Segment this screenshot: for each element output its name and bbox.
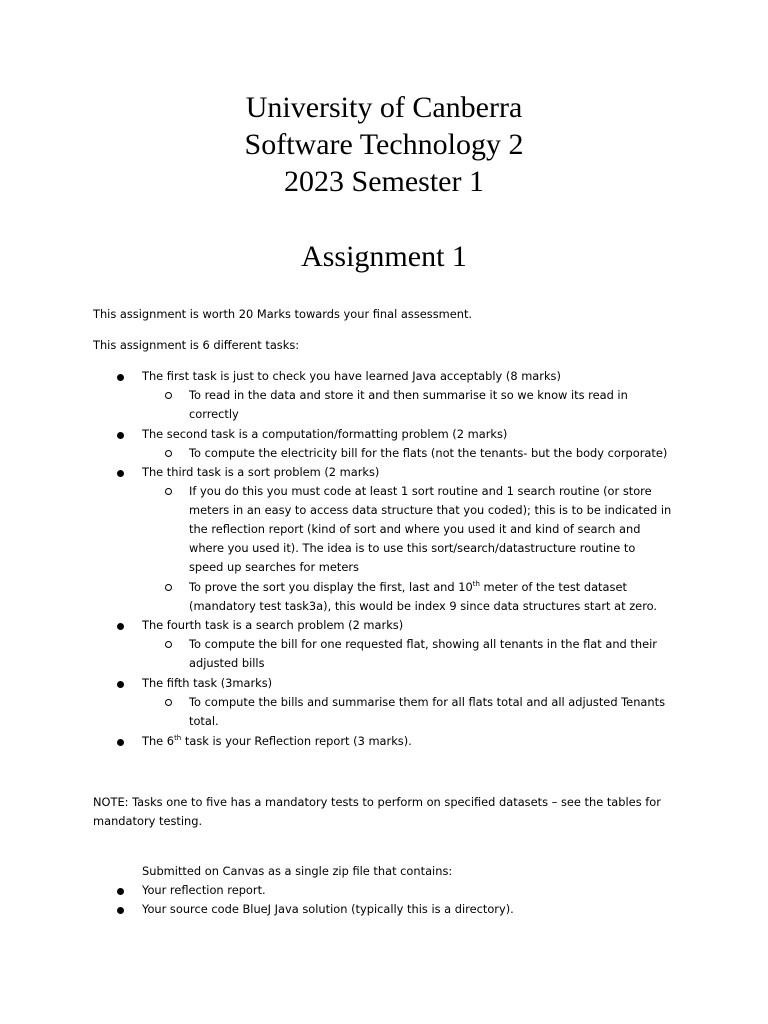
intro-tasks-count: This assignment is 6 different tasks: bbox=[93, 338, 300, 352]
task-3-sub1-line-3: the reflection report (kind of sort and where you used it and kind of search and bbox=[189, 522, 641, 536]
task-4-sub-line-2: adjusted bills bbox=[189, 656, 265, 670]
bullet-dot bbox=[117, 739, 124, 746]
bullet-dot bbox=[117, 907, 124, 914]
bullet-dot bbox=[117, 470, 124, 477]
sub-bullet-circle bbox=[165, 450, 172, 457]
task-3-sub1-line-2: meters in an easy to access data structure that you coded); this is to be indicated in bbox=[189, 503, 672, 517]
submission-heading: Submitted on Canvas as a single zip file that contains: bbox=[142, 864, 453, 878]
note-line-2: mandatory testing. bbox=[93, 814, 203, 828]
task-1-sub-line-1: To read in the data and store it and then summarise it so we know its read in bbox=[189, 388, 628, 402]
sub-bullet-circle bbox=[165, 488, 172, 495]
bullet-dot bbox=[117, 432, 124, 439]
task-5-sub-line-1: To compute the bills and summarise them for all flats total and all adjusted Tenants bbox=[189, 695, 666, 709]
sub-bullet-circle bbox=[165, 584, 172, 591]
task-1-sub-line-2: correctly bbox=[189, 407, 239, 421]
task-3-sub2-text-pre: To prove the sort you display the first, last and 10 bbox=[189, 580, 473, 594]
bullet-dot bbox=[117, 888, 124, 895]
task-1: The first task is just to check you have learned Java acceptably (8 marks) bbox=[142, 369, 561, 383]
task-3-sub2-text-post: meter of the test dataset bbox=[479, 580, 627, 594]
university-name: University of Canberra bbox=[245, 91, 523, 124]
task-3-sub2-line-2: (mandatory test task3a), this would be index 9 since data structures start at zero. bbox=[189, 599, 658, 613]
task-6 bbox=[142, 732, 412, 751]
sub-bullet-circle bbox=[165, 392, 172, 399]
task-3-sub1-line-1: If you do this you must code at least 1 sort routine and 1 search routine (or store bbox=[189, 484, 652, 498]
note-line-1: NOTE: Tasks one to five has a mandatory tests to perform on specified datasets – see the tables for bbox=[93, 795, 661, 809]
task-4: The fourth task is a search problem (2 marks) bbox=[142, 618, 404, 632]
bullet-dot bbox=[117, 623, 124, 630]
bullet-dot bbox=[117, 374, 124, 381]
task-3-sub1-line-4: where you used it). The idea is to use this sort/search/datastructure routine to bbox=[189, 541, 636, 555]
semester: 2023 Semester 1 bbox=[284, 165, 484, 198]
task-2: The second task is a computation/formatting problem (2 marks) bbox=[142, 427, 508, 441]
task-6-text-post: task is your Reflection report (3 marks). bbox=[181, 734, 412, 748]
superscript-th: th bbox=[174, 734, 182, 743]
intro-worth: This assignment is worth 20 Marks towards your final assessment. bbox=[93, 307, 473, 321]
task-3: The third task is a sort problem (2 marks) bbox=[142, 465, 380, 479]
submission-item-source: Your source code BlueJ Java solution (typically this is a directory). bbox=[142, 902, 514, 916]
sub-bullet-circle bbox=[165, 699, 172, 706]
task-5-sub-line-2: total. bbox=[189, 714, 219, 728]
superscript-th: th bbox=[472, 580, 480, 589]
submission-item-report: Your reflection report. bbox=[142, 883, 266, 897]
task-3-sub1-line-5: speed up searches for meters bbox=[189, 560, 359, 574]
task-5: The fifth task (3marks) bbox=[142, 676, 273, 690]
assignment-title: Assignment 1 bbox=[301, 240, 467, 273]
bullet-dot bbox=[117, 681, 124, 688]
task-2-sub: To compute the electricity bill for the flats (not the tenants- but the body corporate) bbox=[189, 446, 668, 460]
sub-bullet-circle bbox=[165, 641, 172, 648]
course-name: Software Technology 2 bbox=[244, 128, 524, 161]
document-title-block bbox=[0, 89, 768, 200]
task-4-sub-line-1: To compute the bill for one requested flat, showing all tenants in the flat and their bbox=[189, 637, 657, 651]
task-6-text-pre: The 6 bbox=[142, 734, 175, 748]
task-3-sub2-line-1 bbox=[189, 578, 627, 597]
